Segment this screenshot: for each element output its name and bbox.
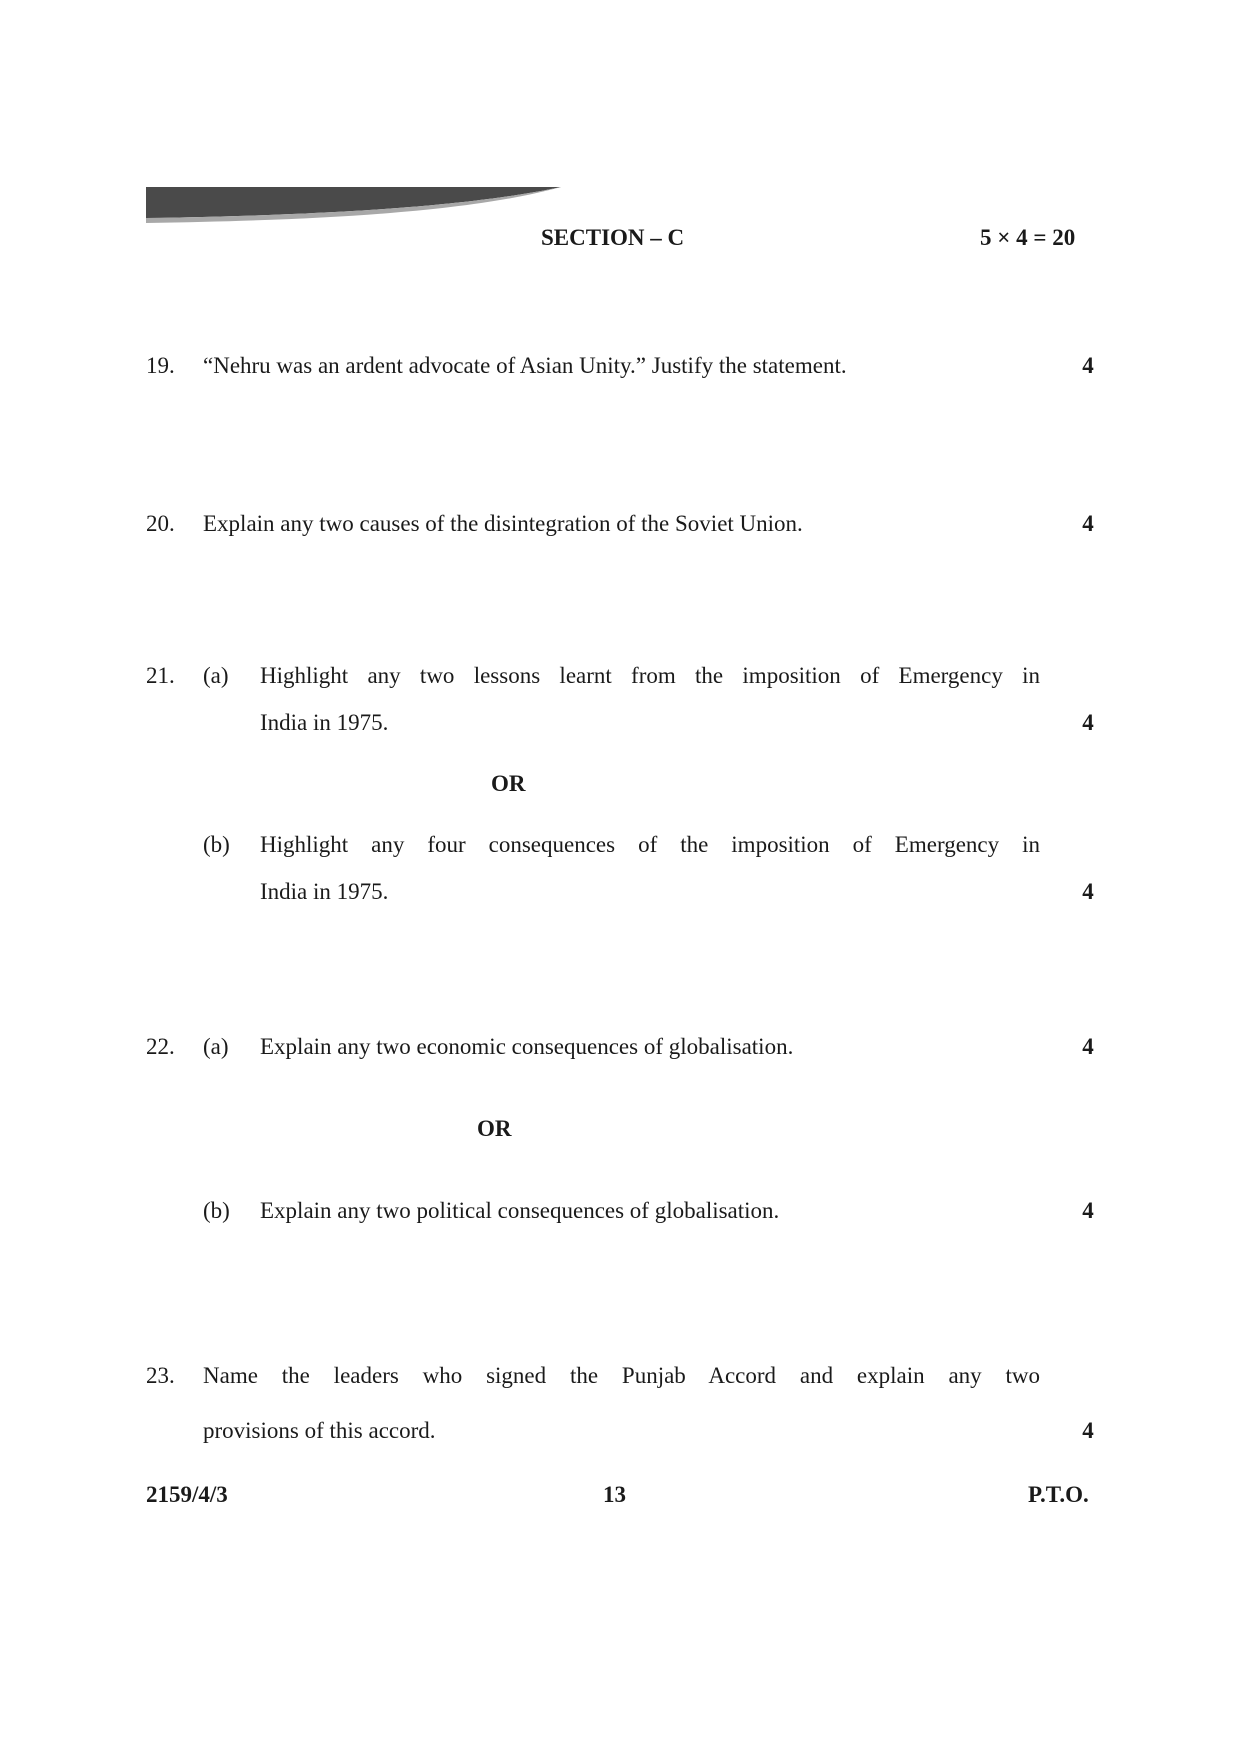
question-marks-19: 4	[1082, 353, 1094, 378]
question-text-22a: Explain any two economic consequences of globalisation.	[260, 1034, 794, 1059]
question-marks-20: 4	[1082, 511, 1094, 536]
question-text-21a-line2: India in 1975.	[260, 710, 389, 735]
question-marks-21a: 4	[1082, 710, 1094, 735]
question-marks-22b: 4	[1082, 1198, 1094, 1223]
question-text-23-line2: provisions of this accord.	[203, 1418, 436, 1443]
or-divider-21: OR	[491, 771, 526, 796]
question-text-21b-line1: Highlight any four consequences of the imposition of Emergency in	[260, 832, 1040, 857]
page-number: 13	[603, 1482, 626, 1507]
question-text-21b-line2: India in 1975.	[260, 879, 389, 904]
question-marks-21b: 4	[1082, 879, 1094, 904]
question-text-20: Explain any two causes of the disintegration of the Soviet Union.	[203, 511, 803, 536]
question-number-19: 19.	[146, 353, 175, 378]
question-text-22b: Explain any two political consequences of globalisation.	[260, 1198, 780, 1223]
please-turn-over: P.T.O.	[1028, 1482, 1089, 1507]
question-text-23-line1: Name the leaders who signed the Punjab Accord and explain any two	[203, 1363, 1040, 1388]
section-title: SECTION – C	[541, 225, 685, 250]
question-marks-23: 4	[1082, 1418, 1094, 1443]
question-number-23: 23.	[146, 1363, 175, 1388]
or-divider-22: OR	[477, 1116, 512, 1141]
question-marks-22a: 4	[1082, 1034, 1094, 1059]
question-text-21a-line1: Highlight any two lessons learnt from the imposition of Emergency in	[260, 663, 1040, 688]
question-part-label-22a: (a)	[203, 1034, 229, 1059]
question-number-21: 21.	[146, 663, 175, 688]
question-part-label-21b: (b)	[203, 832, 230, 857]
question-number-20: 20.	[146, 511, 175, 536]
section-banner-graphic	[146, 187, 561, 225]
paper-code: 2159/4/3	[146, 1482, 228, 1507]
question-number-22: 22.	[146, 1034, 175, 1059]
question-part-label-22b: (b)	[203, 1198, 230, 1223]
question-text-19: “Nehru was an ardent advocate of Asian Unity.” Justify the statement.	[203, 353, 847, 378]
section-marks: 5 × 4 = 20	[980, 225, 1076, 250]
question-part-label-21a: (a)	[203, 663, 229, 688]
